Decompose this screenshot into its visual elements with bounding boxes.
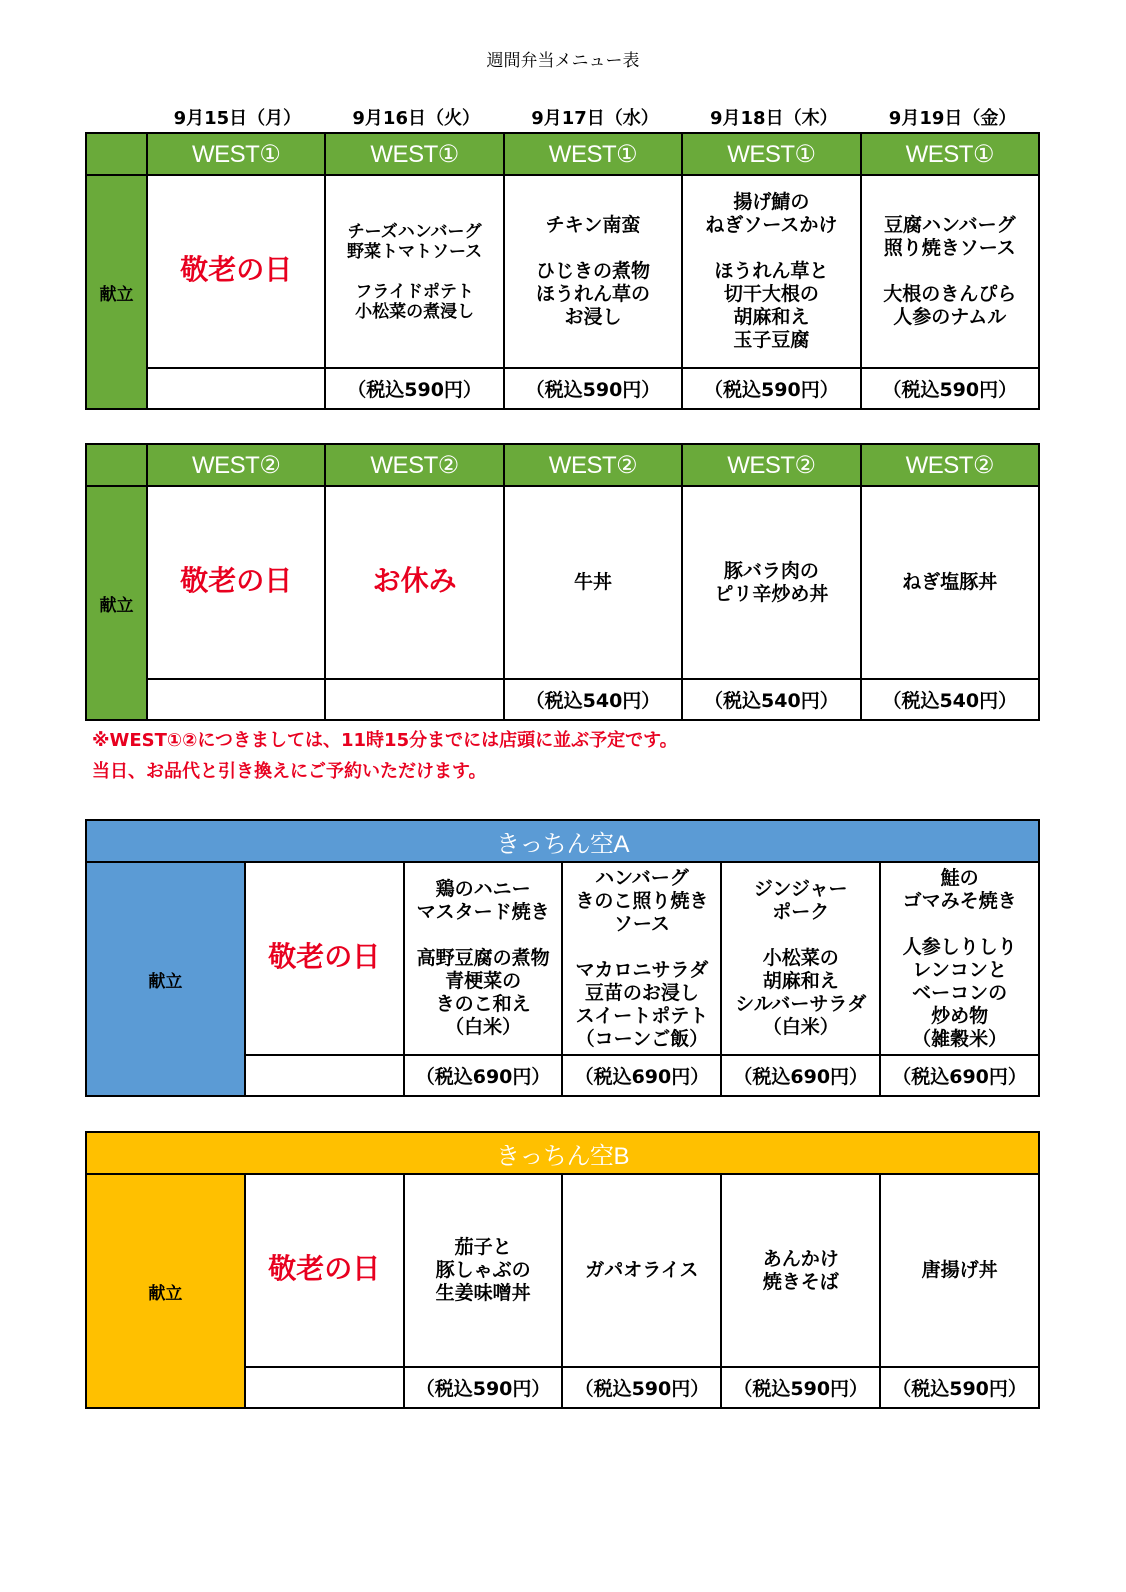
- west2-header: WEST②: [861, 444, 1039, 486]
- menu-cell: [721, 1174, 880, 1367]
- menu-line: （白米）: [445, 1016, 522, 1038]
- menu-line: 胡麻和え: [762, 970, 839, 992]
- menu-line: きのこ和え: [435, 993, 531, 1015]
- price-cell: （税込590円）: [682, 368, 860, 409]
- price-cell: （税込590円）: [325, 368, 503, 409]
- menu-cell: [880, 1174, 1039, 1367]
- west1-header: WEST①: [682, 133, 860, 175]
- kitchen-a-header: きっちん空A: [86, 820, 1039, 862]
- west1-header: WEST①: [861, 133, 1039, 175]
- notice-text: ※WEST①②につきましては、11時15分までには店頭に並ぶ予定です。: [92, 730, 678, 751]
- menu-line: フライドポテト: [355, 281, 474, 302]
- row-label: 献立: [86, 862, 245, 1096]
- menu-line: マカロニサラダ: [575, 958, 709, 981]
- menu-line: ポーク: [772, 901, 830, 923]
- menu-line: （白米）: [762, 1016, 839, 1038]
- menu-line: 照り焼きソース: [883, 237, 1016, 259]
- menu-line: 小松菜の煮浸し: [355, 301, 475, 322]
- menu-line: （コーンご飯）: [575, 1027, 709, 1050]
- west2-header: WEST②: [147, 444, 325, 486]
- holiday-label: 敬老の日: [268, 1252, 381, 1285]
- row-label: 献立: [86, 175, 147, 409]
- menu-line: 人参のナムル: [893, 306, 1007, 328]
- price-cell: （税込590円）: [861, 368, 1039, 409]
- holiday-label: 敬老の日: [268, 940, 381, 973]
- west1-header: WEST①: [504, 133, 682, 175]
- menu-line: ひじきの煮物: [535, 260, 650, 282]
- menu-line: ガパオライス: [585, 1259, 699, 1281]
- menu-line: 鮭の: [940, 866, 979, 889]
- price-cell-empty: [245, 1055, 404, 1096]
- kitchen-a-table: [85, 819, 1040, 1097]
- menu-cell: [504, 486, 682, 679]
- menu-line: スイートポテト: [575, 1004, 709, 1027]
- price-cell-empty: [147, 368, 325, 409]
- price-cell: （税込690円）: [404, 1055, 563, 1096]
- price-cell-empty: [245, 1367, 404, 1408]
- menu-cell-holiday: [245, 1174, 404, 1367]
- menu-line: ほうれん草と: [714, 260, 829, 282]
- west2-corner: [86, 444, 147, 486]
- west2-header: WEST②: [682, 444, 860, 486]
- row-label: 献立: [86, 1174, 245, 1408]
- price-cell: （税込590円）: [504, 368, 682, 409]
- menu-line: ほうれん草の: [535, 283, 650, 305]
- menu-line: 野菜トマトソース: [347, 241, 483, 262]
- date-label: 9月16日（火）: [352, 108, 480, 129]
- price-cell: （税込590円）: [880, 1367, 1039, 1408]
- menu-line: 豚バラ肉の: [723, 559, 819, 582]
- menu-line: ねぎソースかけ: [705, 214, 838, 236]
- kitchen-b-header: きっちん空B: [86, 1132, 1039, 1174]
- menu-line: チキン南蛮: [545, 214, 641, 236]
- menu-line: お浸し: [564, 306, 622, 328]
- menu-cell-holiday: [245, 862, 404, 1055]
- holiday-label: 敬老の日: [180, 564, 293, 597]
- holiday-label: 敬老の日: [180, 253, 293, 286]
- menu-cell-holiday: [147, 486, 325, 679]
- menu-line: 揚げ鯖の: [733, 191, 810, 213]
- kitchen-b-table: [85, 1131, 1040, 1409]
- menu-line: マスタード焼き: [416, 901, 550, 923]
- menu-line: （雑穀米）: [912, 1027, 1008, 1050]
- west2-table: [85, 443, 1040, 721]
- price-cell: （税込540円）: [682, 679, 860, 720]
- menu-cell: [562, 862, 721, 1055]
- menu-line: 豆苗のお浸し: [584, 981, 699, 1004]
- west2-header: WEST②: [504, 444, 682, 486]
- menu-line: レンコンと: [912, 958, 1007, 981]
- menu-line: 牛丼: [573, 571, 612, 593]
- menu-line: 鶏のハニー: [435, 878, 531, 900]
- menu-line: ベーコンの: [912, 981, 1008, 1004]
- menu-line: 高野豆腐の煮物: [416, 947, 550, 969]
- date-label: 9月18日（木）: [710, 108, 838, 129]
- menu-line: 切干大根の: [723, 283, 819, 305]
- menu-line: 豚しゃぶの: [435, 1259, 531, 1281]
- price-cell: （税込690円）: [721, 1055, 880, 1096]
- menu-cell: [721, 862, 880, 1055]
- price-cell-empty: [147, 679, 325, 720]
- price-cell: （税込590円）: [562, 1367, 721, 1408]
- menu-cell: [325, 175, 503, 368]
- menu-line: チーズハンバーグ: [347, 221, 482, 242]
- menu-cell: [504, 175, 682, 368]
- price-cell: （税込690円）: [880, 1055, 1039, 1096]
- menu-line: きのこ照り焼き: [575, 889, 709, 912]
- menu-line: ねぎ塩豚丼: [902, 571, 998, 593]
- menu-cell: [404, 1174, 563, 1367]
- west2-header: WEST②: [325, 444, 503, 486]
- menu-cell: [562, 1174, 721, 1367]
- menu-cell: [404, 862, 563, 1055]
- menu-line: シルバーサラダ: [735, 993, 867, 1015]
- menu-line: ゴマみそ焼き: [902, 889, 1017, 912]
- menu-cell: [682, 175, 860, 368]
- menu-cell: [682, 486, 860, 679]
- closed-label: お休み: [372, 564, 457, 597]
- menu-line: ピリ辛炒め丼: [714, 582, 829, 605]
- menu-line: 炒め物: [931, 1004, 989, 1027]
- menu-line: ジンジャー: [753, 878, 848, 900]
- price-cell-empty: [325, 679, 503, 720]
- page-title: 週間弁当メニュー表: [486, 51, 640, 71]
- menu-line: 唐揚げ丼: [921, 1259, 998, 1281]
- menu-line: 人参しりしり: [902, 935, 1017, 958]
- menu-line: 玉子豆腐: [733, 329, 810, 351]
- price-cell: （税込590円）: [404, 1367, 563, 1408]
- west1-table: [85, 132, 1040, 410]
- date-label: 9月15日（月）: [173, 108, 302, 129]
- menu-cell: [861, 486, 1039, 679]
- menu-line: 焼きそば: [762, 1270, 839, 1293]
- price-cell: （税込540円）: [861, 679, 1039, 720]
- menu-cell-holiday: [147, 175, 325, 368]
- menu-line: 胡麻和え: [733, 306, 810, 328]
- menu-line: 豆腐ハンバーグ: [883, 214, 1016, 236]
- menu-cell-closed: [325, 486, 503, 679]
- menu-cell: [880, 862, 1039, 1055]
- menu-line: ソース: [613, 912, 670, 935]
- price-cell: （税込540円）: [504, 679, 682, 720]
- menu-line: 茄子と: [454, 1236, 512, 1258]
- west1-header: WEST①: [147, 133, 325, 175]
- menu-line: 小松菜の: [762, 947, 839, 969]
- west1-corner: [86, 133, 147, 175]
- menu-line: ハンバーグ: [595, 866, 689, 889]
- west1-header: WEST①: [325, 133, 503, 175]
- price-cell: （税込590円）: [721, 1367, 880, 1408]
- price-cell: （税込690円）: [562, 1055, 721, 1096]
- date-label: 9月19日（金）: [888, 108, 1017, 129]
- date-header-row: [148, 104, 1042, 130]
- date-label: 9月17日（水）: [531, 108, 659, 129]
- notice-text: 当日、お品代と引き換えにご予約いただけます。: [92, 761, 487, 782]
- menu-line: 生姜味噌丼: [435, 1282, 531, 1304]
- menu-line: 大根のきんぴら: [883, 283, 1017, 305]
- row-label: 献立: [86, 486, 147, 720]
- menu-line: あんかけ: [762, 1247, 839, 1270]
- menu-line: 青梗菜の: [445, 970, 522, 992]
- menu-cell: [861, 175, 1039, 368]
